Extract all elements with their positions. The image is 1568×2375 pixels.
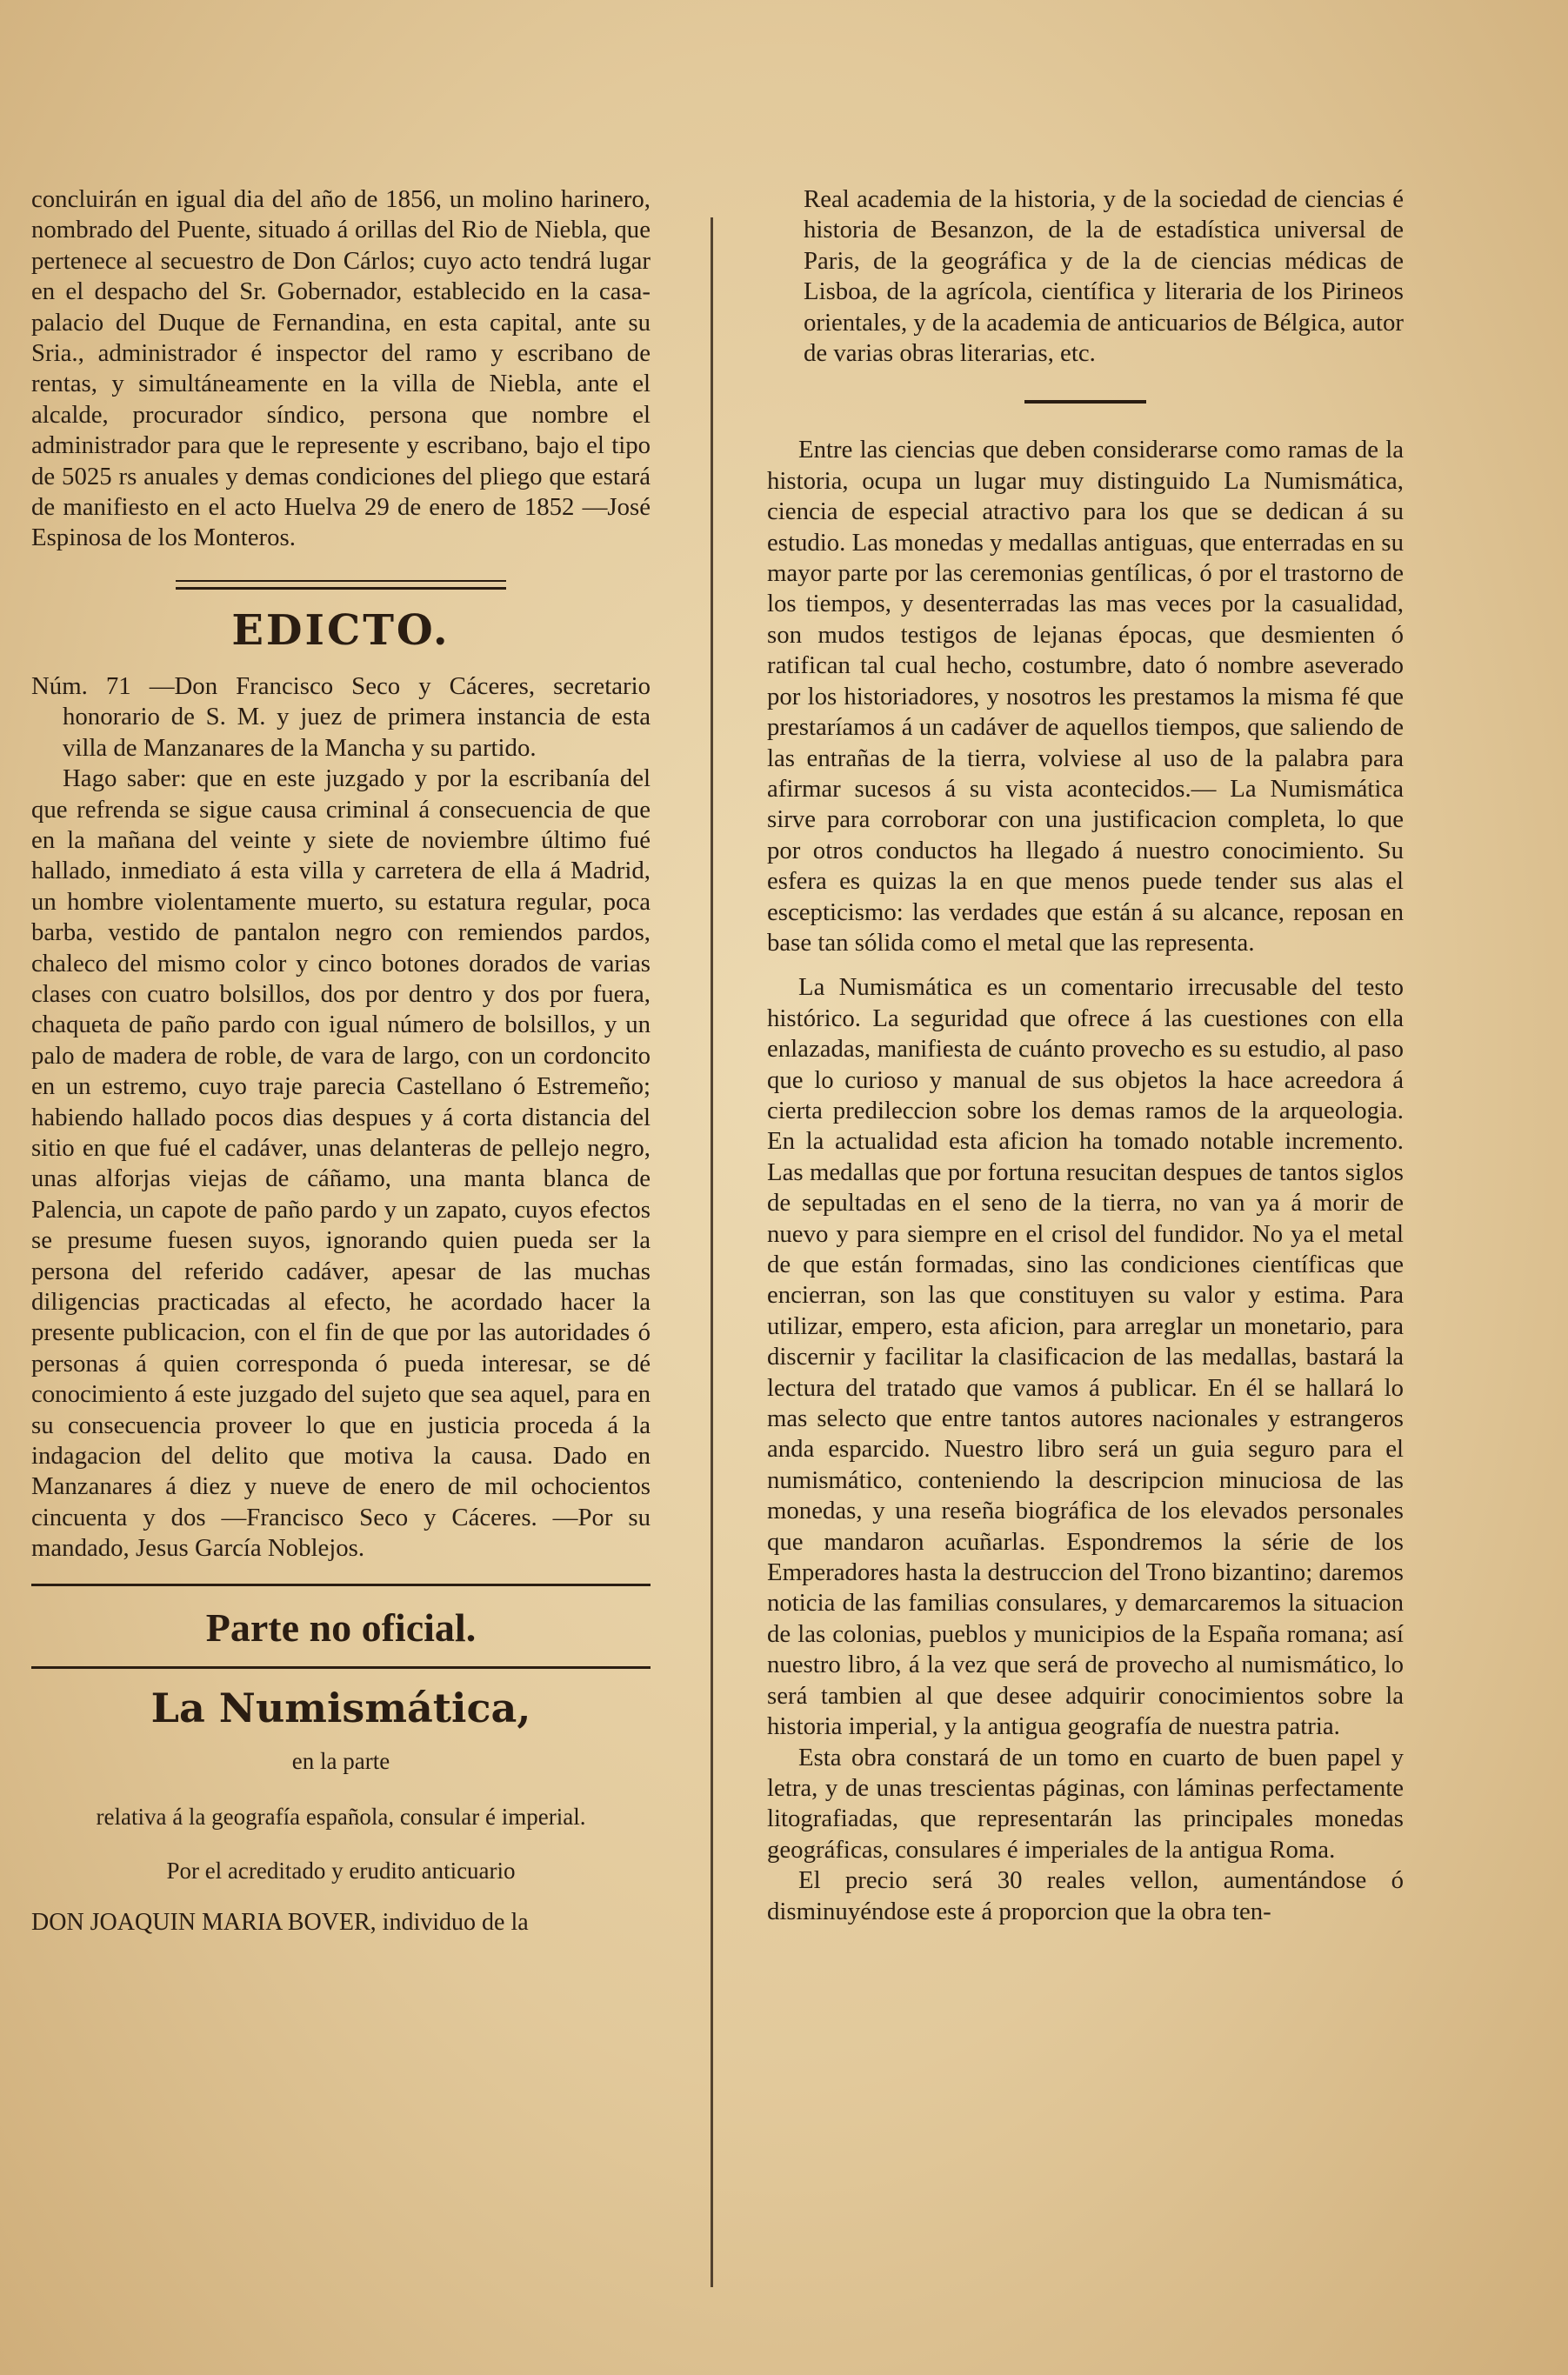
section-divider — [31, 1666, 651, 1669]
parte-no-oficial-heading: Parte no oficial. — [205, 1604, 477, 1650]
book-title: La Numismática, — [150, 1684, 531, 1731]
auction-notice-paragraph: concluirán en igual dia del año de 1856, un molino harinero, nombrado del Puente, situado á orillas del Rio de Niebla, que pertenece al secuestro de Don Cárlos; cuyo acto tendrá lugar en el despacho del Sr. Gobernador, establecido en la casa-palacio del Duque de Fernandina, en esta capital, ante su Sria., administrador é inspector del ramo y escribano de rentas, y simultáneamente en la villa de Niebla, ante el alcalde, procurador síndico, persona que nombre el administrador para que le represente y escribano, bajo el tipo de 5025 rs anuales y demas condiciones del pliego que estará de manifiesto en el acto Huelva 29 de enero de 1852 —José Espinosa de los Monteros. — [31, 185, 651, 552]
numismatica-paragraph-4: El precio será 30 reales vellon, aumentándose ó disminuyéndose este á proporcion que la obra ten- — [767, 1866, 1404, 1925]
column-divider — [711, 217, 713, 2287]
section-divider — [31, 1584, 651, 1586]
author-credentials-paragraph: Real academia de la historia, y de la sociedad de ciencias é historia de Besanzon, de la de estadística universal de Paris, de la geográfica y de la de ciencias médicas de Lisboa, de la agrícola, científica y literaria de los Pirineos orientales, y de la academia de anticuarios de Bélgica, autor de varias obras literarias, etc. — [804, 185, 1405, 368]
numismatica-paragraph-1: Entre las ciencias que deben considerarse como ramas de la historia, ocupa un lugar muy distinguido La Numismática, ciencia de especial atractivo para los que se dedican á su estudio. Las monedas y medallas antiguas, que enterradas en su mayor parte por las ceremonias gentílicas, ó por el trastorno de los tiempos, y desenterradas las mas veces por la casualidad, son mudos testigos de lejanas épocas, que desmienten ó ratifican tal cual hecho, costumbre, dato ó nombre aseverado por los historiadores, y nosotros les prestamos la misma fé que prestaríamos á un cadáver de aquellos tiempos, que saliendo de las entrañas de la tierra, volviese al uso de la palabra para afirmar sucesos á su vista acontecidos.— La Numismática sirve para corroborar con una justificacion completa, lo que por otros conductos ha llegado á nuestro conocimiento. Su esfera es quizas la en que menos puede tender sus alas el escepticismo: las verdades que están á su alcance, reposan en base tan sólida como el metal que las representa. — [767, 436, 1404, 957]
right-column — [767, 184, 1404, 1927]
edicto-number-paragraph: Núm. 71 —Don Francisco Seco y Cáceres, secretario honorario de S. M. y juez de primera instancia de esta villa de Manzanares de la Mancha y su partido. — [31, 671, 651, 762]
book-subtitle-line2: relativa á la geografía española, consular é imperial. — [96, 1803, 586, 1830]
book-subtitle-line3: Por el acreditado y erudito anticuario — [166, 1857, 516, 1884]
numismatica-paragraph-3: Esta obra constará de un tomo en cuarto de buen papel y letra, y de unas trescientas páginas, con láminas perfectamente litografiadas, que representarán las principales monedas geográficas, consulares é imperiales de la antigua Roma. — [767, 1743, 1404, 1864]
section-divider — [1024, 400, 1146, 404]
book-author-line: DON JOAQUIN MARIA BOVER, individuo de la — [31, 1908, 529, 1936]
section-divider — [176, 580, 506, 590]
edicto-body-paragraph: Hago saber: que en este juzgado y por la escribanía del que refrenda se sigue causa criminal á consecuencia de que en la mañana del veinte y siete de noviembre último fué hallado, inmediato á esta villa y carretera de ella á Madrid, un hombre violentamente muerto, su estatura regular, poca barba, vestido de pantalon negro con remiendos pardos, chaleco del mismo color y cinco botones dorados de varias clases con cuatro bolsillos, dos por dentro y dos por fuera, chaqueta de paño pardo con igual número de bolsillos, y un palo de madera de roble, de vara de largo, con un cordoncito en un estremo, cuyo traje parecia Castellano ó Estremeño; habiendo hallado pocos dias despues y á corta distancia del sitio en que fué el cadáver, unas delanteras de pellejo negro, unas alforjas viejas de cáñamo, una manta blanca de Palencia, un capote de paño pardo y un zapato, cuyos efectos se presume fuesen suyos, ignorando quien pueda ser la persona del referido cadáver, apesar de las muchas diligencias practicadas al efecto, he acordado hacer la presente publicacion, con el fin de que por las autoridades ó personas á quien corresponda ó pueda interesar, se dé conocimiento á este juzgado del sujeto que sea aquel, para en su consecuencia proveer lo que en justicia proceda á la indagacion del delito que motiva la causa. Dado en Manzanares á diez y nueve de enero de mil ochocientos cincuenta y dos —Francisco Seco y Cáceres. —Por su mandado, Jesus García Noblejos. — [31, 764, 651, 1563]
numismatica-paragraph-2: La Numismática es un comentario irrecusable del testo histórico. La seguridad que ofrece á las cuestiones con ella enlazadas, manifiesta de cuánto provecho es su estudio, al paso que lo curioso y manual de sus objetos la hace acreedora á cierta predileccion sobre los demas ramos de la arqueologia. En la actualidad esta aficion ha tomado notable incremento. Las medallas que por fortuna resucitan despues de tantos siglos de sepultadas en el seno de la tierra, no van ya á morir de nuevo y para siempre en el crisol del fundidor. No ya el metal de que están formadas, sino las condiciones científicas que encierran, son las que constituyen su valor y estima. Para utilizar, empero, esta aficion, para arreglar un monetario, para discernir y facilitar la clasificacion de las medallas, bastará la lectura del tratado que vamos á publicar. En él se hallará lo mas selecto que entre tantos autores nacionales y estrangeros anda esparcido. Nuestro libro será un guia seguro para el numismático, conteniendo la descripcion minuciosa de las monedas, y una reseña biográfica de los elevados personales que mandaron acuñarlas. Espondremos la série de los Emperadores hasta la destruccion del Trono bizantino; daremos noticia de las familias consulares, y demarcaremos la situacion de las colonias, pueblos y municipios de la España romana; así nuestro libro, á la vez que será de provecho al numismático, lo será tambien al que desee adquirir conocimientos sobre la historia imperial, y la antigua geografía de nuestra patria. — [767, 973, 1404, 1741]
book-subtitle-line1: en la parte — [291, 1747, 390, 1774]
edicto-heading: EDICTO. — [231, 605, 450, 655]
left-column — [31, 184, 651, 1940]
